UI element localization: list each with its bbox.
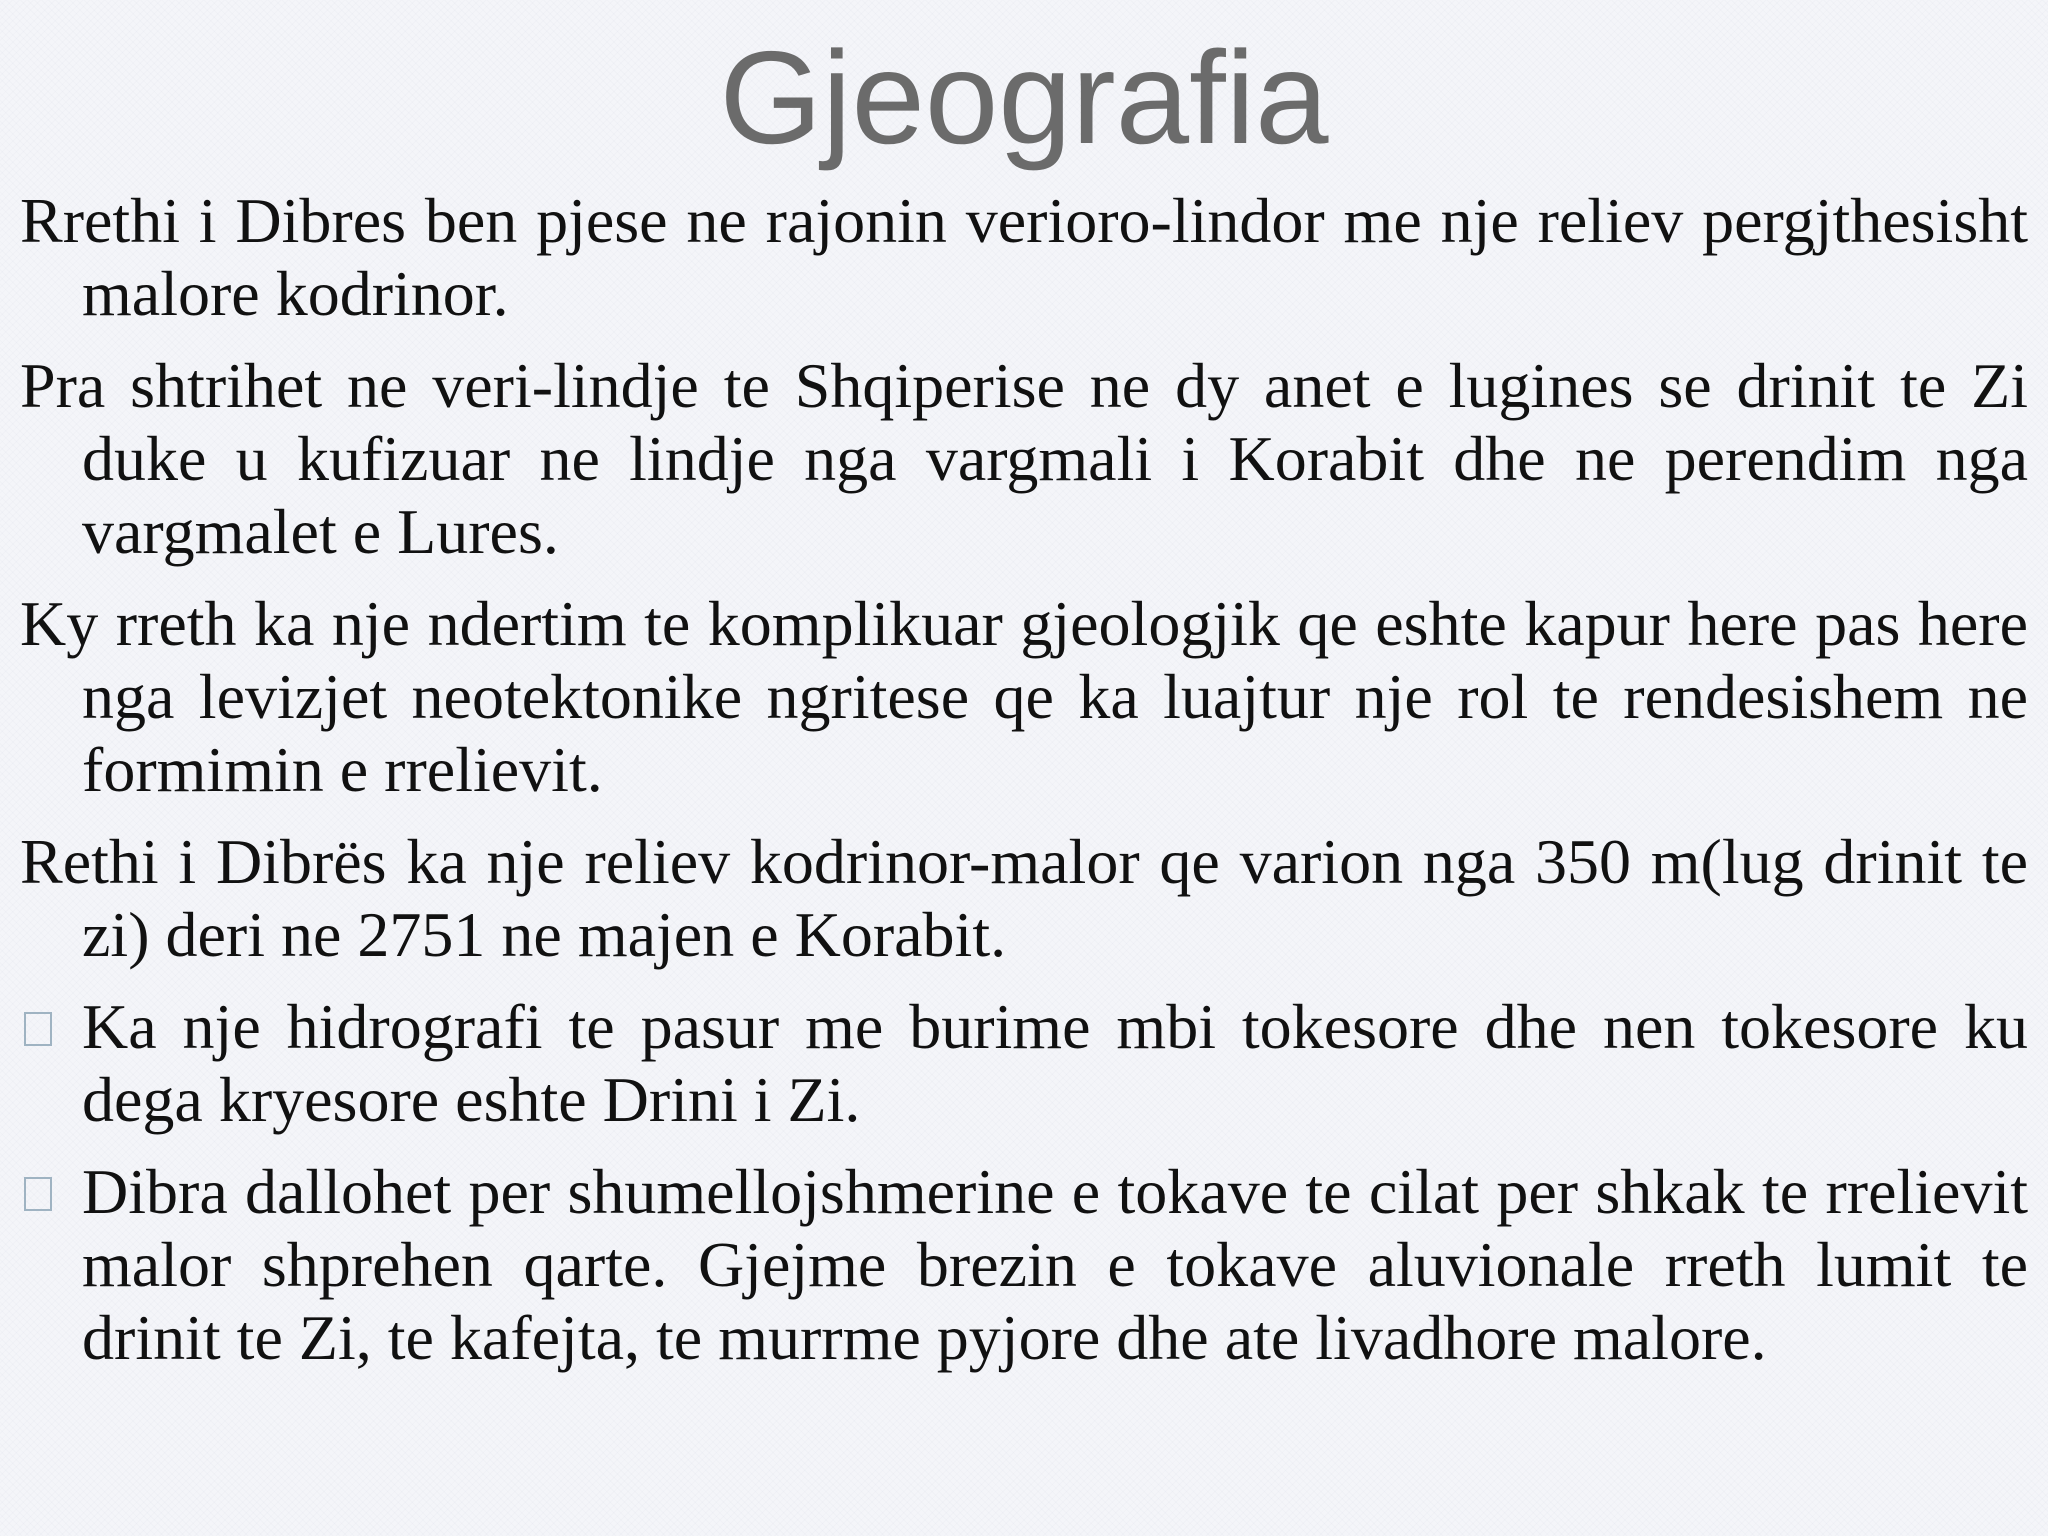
bullet-paragraph: [20, 990, 2028, 1136]
paragraph: Rethi i Dibrës ka nje reliev kodrinor-malor qe varion nga 350 m(lug drinit te zi) deri ne 2751 ne majen e Korabit.: [20, 826, 2028, 970]
paragraph: Ky rreth ka nje ndertim te komplikuar gjeologjik qe eshte kapur here pas here nga levizjet neotektonike ngritese qe ka luajtur nje rol te rendesishem ne formimin e rrelievit.: [20, 588, 2028, 805]
slide-body: [20, 184, 2028, 1393]
bullet-text: Ka nje hidrografi te pasur me burime mbi tokesore dhe nen tokesore ku dega kryesore eshte Drini i Zi.: [82, 991, 2028, 1135]
paragraph: Rrethi i Dibres ben pjese ne rajonin verioro-lindor me nje reliev pergjthesisht malore kodrinor.: [20, 185, 2028, 329]
bullet-box-icon: [24, 1177, 52, 1211]
slide-title: Gjeografia: [719, 24, 1329, 171]
paragraph: Pra shtrihet ne veri-lindje te Shqiperise ne dy anet e lugines se drinit te Zi duke u kufizuar ne lindje nga vargmali i Korabit dhe ne perendim nga vargmalet e Lures.: [20, 350, 2028, 567]
bullet-text: Dibra dallohet per shumellojshmerine e tokave te cilat per shkak te rrelievit malor shprehen qarte. Gjejme brezin e tokave aluvionale rreth lumit te drinit te Zi, te kafejta, te murrme pyjore dhe ate livadhore malore.: [82, 1156, 2028, 1373]
bullet-paragraph: [20, 1155, 2028, 1374]
bullet-box-icon: [24, 1012, 52, 1046]
